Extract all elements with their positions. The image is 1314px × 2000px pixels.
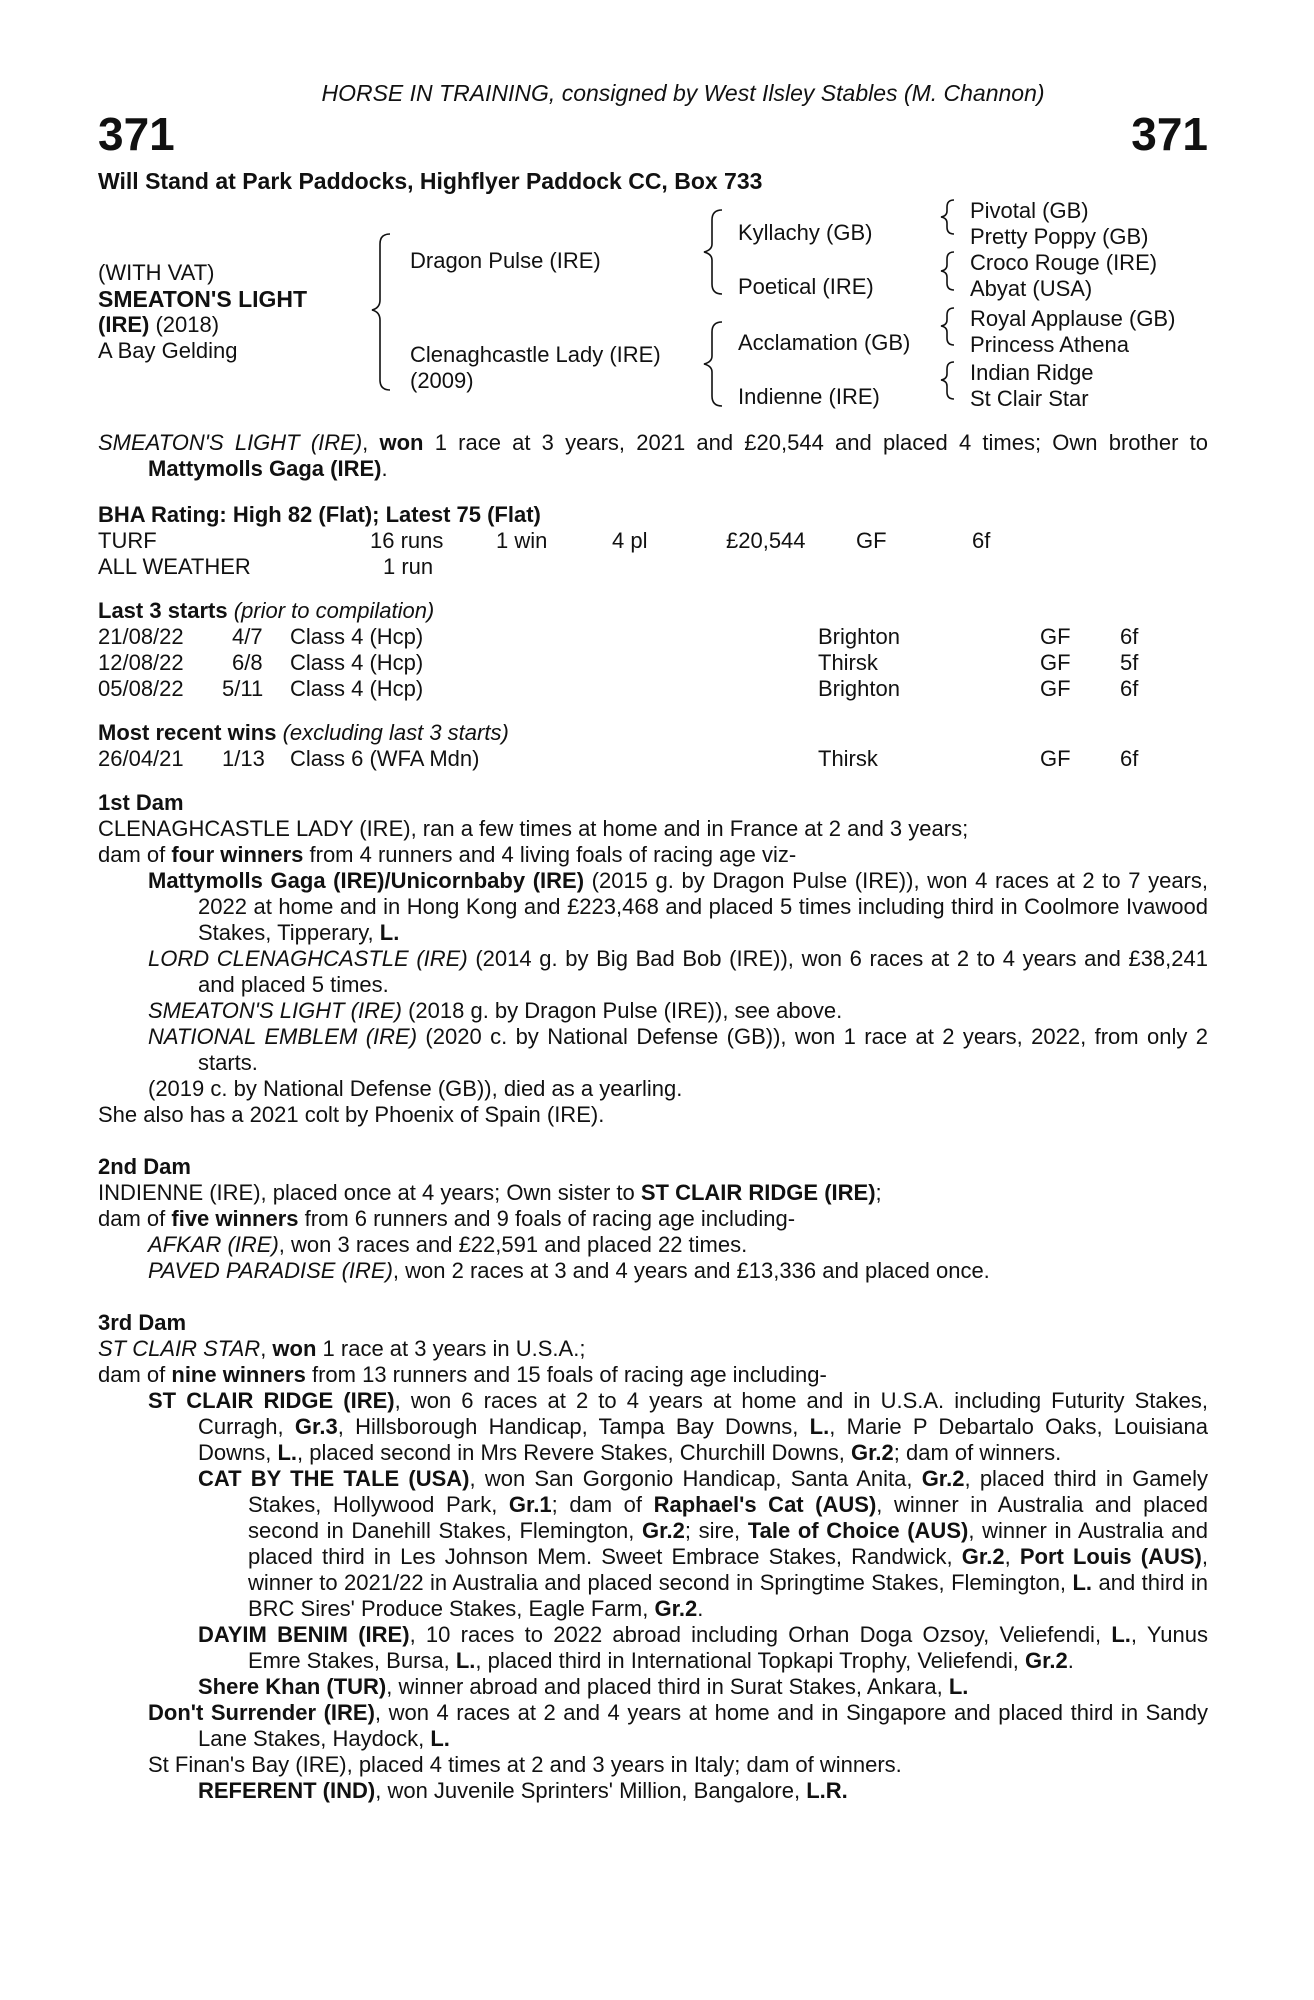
lot-number-row (98, 106, 1208, 166)
produce-record: (2020 c. by National Defense (GB)), won 1 race at 2 years, 2022, from only 2 starts. (198, 1024, 1208, 1075)
text: from 4 runners and 4 living foals of racing age viz- (303, 842, 797, 867)
run-course: Thirsk (818, 746, 878, 771)
consignor-heading: HORSE IN TRAINING, consigned by West Ilsley Stables (M. Channon) (321, 80, 1045, 106)
race-grade: Gr.2 (921, 1466, 965, 1491)
last-starts-title: Last 3 starts (98, 598, 228, 623)
pedigree-gen4-2: Pretty Poppy (GB) (970, 224, 1149, 249)
bha-surface: TURF (98, 528, 157, 553)
first-dam-heading: 1st Dam (98, 790, 184, 815)
run-distance: 5f (1120, 650, 1139, 675)
horse-summary (98, 430, 1208, 482)
second-dam-section (98, 1154, 1208, 1284)
dam-year: (2009) (410, 368, 474, 393)
produce-name: Raphael's Cat (AUS) (653, 1492, 877, 1517)
winners-count: four winners (171, 842, 304, 867)
produce-entry (98, 1232, 1208, 1258)
horse-year: (2018) (149, 312, 220, 337)
race-grade: Gr.2 (961, 1544, 1005, 1569)
pedigree-gen3-4: Indienne (IRE) (738, 384, 880, 409)
text: ; dam of winners. (893, 1440, 1062, 1465)
bha-section (98, 502, 1208, 580)
recent-wins-section (98, 720, 1208, 772)
run-going: GF (1040, 746, 1071, 771)
horse-origin-year (98, 312, 219, 338)
run-row (98, 624, 1208, 650)
text: , won 6 races at 2 to 4 years at home and in U.S.A. including Futurity Stakes, Curragh, (198, 1388, 1208, 1439)
winners-count: five winners (171, 1206, 299, 1231)
produce-name: NATIONAL EMBLEM (IRE) (148, 1024, 418, 1049)
text: INDIENNE (IRE), placed once at 4 years; Own sister to (98, 1180, 641, 1205)
produce-name: LORD CLENAGHCASTLE (IRE) (148, 946, 468, 971)
text: ; (875, 1180, 882, 1205)
run-distance: 6f (1120, 624, 1139, 649)
run-class: Class 6 (WFA Mdn) (290, 746, 480, 771)
produce-entry: (2019 c. by National Defense (GB)), died as a yearling. (148, 1076, 683, 1101)
third-dam-produce-summary (98, 1362, 1208, 1388)
bha-going: GF (856, 528, 887, 553)
text: 1 race at 3 years in U.S.A.; (316, 1336, 586, 1361)
summary-horse-name: SMEATON'S LIGHT (IRE) (98, 430, 363, 455)
text: from 13 runners and 15 foals of racing age including- (305, 1362, 827, 1387)
produce-entry (98, 1778, 1208, 1804)
run-course: Thirsk (818, 650, 878, 675)
run-course: Brighton (818, 676, 900, 701)
bha-wins: 1 win (496, 528, 548, 553)
produce-name: CAT BY THE TALE (USA) (198, 1466, 470, 1491)
run-going: GF (1040, 650, 1071, 675)
summary-won: won (379, 430, 424, 455)
text: , (1004, 1544, 1020, 1569)
text: , winner in Australia and placed third in Les Johnson Mem. Sweet Embrace Stakes, Randwick, (248, 1518, 1208, 1569)
last-starts-note: (prior to compilation) (227, 598, 435, 623)
run-course: Brighton (818, 624, 900, 649)
produce-entry (98, 1466, 1208, 1622)
bha-runs: 16 runs (370, 528, 444, 553)
race-grade: Gr.1 (508, 1492, 552, 1517)
text: , won 4 races at 2 and 4 years at home and in Singapore and placed third in Sandy Lane Stakes, Haydock, (198, 1700, 1208, 1751)
pedigree-gen3-1: Kyllachy (GB) (738, 220, 873, 245)
race-grade: Gr.2 (642, 1518, 685, 1543)
text: , placed second in Mrs Revere Stakes, Churchill Downs, (297, 1440, 851, 1465)
pedigree-gen4-3: Croco Rouge (IRE) (970, 250, 1158, 275)
race-grade: Gr.2 (1024, 1648, 1068, 1673)
text: , (260, 1336, 273, 1361)
last-starts-section (98, 598, 1208, 702)
race-grade: Gr.2 (654, 1596, 698, 1621)
summary-brother: Mattymolls Gaga (IRE) (148, 456, 382, 481)
text: and third in BRC Sires' Produce Stakes, Eagle Farm, (248, 1570, 1208, 1621)
text: from 6 runners and 9 foals of racing age including- (298, 1206, 796, 1231)
text: , winner to 2021/22 in Australia and placed second in Springtime Stakes, Flemington, (248, 1544, 1208, 1595)
produce-entry: St Finan's Bay (IRE), placed 4 times at 2 and 3 years in Italy; dam of winners. (148, 1752, 902, 1777)
bha-runs: 1 run (383, 554, 434, 579)
text: , winner in Australia and placed second in Danehill Stakes, Flemington, (248, 1492, 1208, 1543)
text: , placed third in International Topkapi Trophy, Veliefendi, (475, 1648, 1025, 1673)
produce-record: (2014 g. by Big Bad Bob (IRE)), won 6 races at 2 to 4 years and £38,241 and placed 5 times. (198, 946, 1208, 997)
pedigree-gen3-2: Poetical (IRE) (738, 274, 874, 299)
produce-name: PAVED PARADISE (IRE) (148, 1258, 393, 1283)
produce-record: , won 2 races at 3 and 4 years and £13,336 and placed once. (392, 1258, 990, 1283)
produce-note: She also has a 2021 colt by Phoenix of Spain (IRE). (98, 1102, 605, 1127)
race-grade: L.R. (806, 1778, 848, 1803)
summary-sep: , (362, 430, 380, 455)
text: , Hillsborough Handicap, Tampa Bay Downs, (337, 1414, 810, 1439)
produce-entry (98, 1674, 1208, 1700)
text: . (1067, 1648, 1074, 1673)
produce-name: Shere Khan (TUR) (198, 1674, 387, 1699)
pedigree-gen4-4: Abyat (USA) (970, 276, 1093, 301)
dam-name: Clenaghcastle Lady (IRE) (410, 342, 661, 367)
race-grade: Gr.2 (850, 1440, 894, 1465)
race-grade: L. (809, 1414, 830, 1439)
lot-number-right: 371 (1131, 108, 1208, 160)
won-label: won (272, 1336, 317, 1361)
produce-record: (2015 g. by Dragon Pulse (IRE)), won 4 races at 2 to 7 years, 2022 at home and in Hong Kong and £223,468 and placed 5 times including third in Coolmore Ivawood Stakes, Tipperary, (198, 868, 1209, 945)
produce-record: , won 3 races and £22,591 and placed 22 times. (278, 1232, 748, 1257)
text: ; dam of (551, 1492, 654, 1517)
produce-entry (98, 1388, 1208, 1466)
race-grade: L. (1072, 1570, 1093, 1595)
lot-number-left: 371 (98, 108, 175, 160)
text: , Marie P Debartalo Oaks, Louisiana Downs, (198, 1414, 1209, 1465)
summary-text: 1 race at 3 years, 2021 and £20,544 and placed 4 times; Own brother to (423, 430, 1208, 455)
text: , winner abroad and placed third in Surat Stakes, Ankara, (386, 1674, 949, 1699)
run-distance: 6f (1120, 676, 1139, 701)
dam-name: ST CLAIR STAR (98, 1336, 261, 1361)
produce-name: Don't Surrender (IRE) (148, 1700, 375, 1725)
vat-label: (WITH VAT) (98, 260, 215, 285)
produce-entry (98, 1700, 1208, 1752)
catalogue-page (98, 80, 1208, 1804)
second-dam-produce-summary (98, 1206, 1208, 1232)
third-dam-record (98, 1336, 1208, 1362)
run-date: 05/08/22 (98, 676, 184, 701)
produce-entry (98, 1258, 1208, 1284)
bha-row-aw (98, 554, 1208, 580)
first-dam-section (98, 790, 1208, 1128)
pedigree-gen4-8: St Clair Star (970, 386, 1089, 411)
produce-name: AFKAR (IRE) (148, 1232, 279, 1257)
run-date: 12/08/22 (98, 650, 184, 675)
race-grade: L. (948, 1674, 969, 1699)
pedigree-gen4-1: Pivotal (GB) (970, 198, 1089, 223)
text: dam of (98, 1206, 172, 1231)
produce-record: (2018 g. by Dragon Pulse (IRE)), see above. (401, 998, 843, 1023)
last-starts-heading (98, 598, 1208, 624)
run-class: Class 4 (Hcp) (290, 624, 424, 649)
pedigree-gen4-6: Princess Athena (970, 332, 1129, 357)
stand-location: Will Stand at Park Paddocks, Highflyer Paddock CC, Box 733 (98, 168, 763, 194)
pedigree-chart (98, 198, 1208, 430)
race-grade: L. (430, 1726, 450, 1751)
first-dam-produce-summary (98, 842, 1208, 868)
bha-row-turf (98, 528, 1208, 554)
run-row (98, 746, 1208, 772)
produce-entry (98, 1024, 1208, 1076)
produce-entry (98, 946, 1208, 998)
sire-name: Dragon Pulse (IRE) (410, 248, 601, 273)
text: , won San Gorgonio Handicap, Santa Anita, (469, 1466, 922, 1491)
third-dam-heading: 3rd Dam (98, 1310, 187, 1335)
text: ; sire, (684, 1518, 748, 1543)
run-class: Class 4 (Hcp) (290, 650, 424, 675)
run-class: Class 4 (Hcp) (290, 676, 424, 701)
race-grade: L. (379, 920, 400, 945)
produce-name: SMEATON'S LIGHT (IRE) (148, 998, 402, 1023)
recent-wins-note: (excluding last 3 starts) (276, 720, 509, 745)
pedigree-gen3-3: Acclamation (GB) (738, 330, 911, 355)
run-going: GF (1040, 624, 1071, 649)
produce-entry (98, 868, 1208, 946)
sibling-name: ST CLAIR RIDGE (IRE) (640, 1180, 876, 1205)
produce-name: Port Louis (AUS) (1019, 1544, 1202, 1569)
produce-name: Tale of Choice (AUS) (747, 1518, 969, 1543)
produce-entry (98, 998, 1208, 1024)
race-grade: L. (455, 1648, 476, 1673)
race-grade: L. (277, 1440, 298, 1465)
bha-places: 4 pl (612, 528, 648, 553)
second-dam-heading: 2nd Dam (98, 1154, 191, 1179)
bha-surface: ALL WEATHER (98, 554, 251, 579)
text: , Yunus Emre Stakes, Bursa, (248, 1622, 1208, 1673)
horse-description: A Bay Gelding (98, 338, 238, 363)
bha-prize: £20,544 (726, 528, 806, 553)
pedigree-gen4-7: Indian Ridge (970, 360, 1094, 385)
text: , won Juvenile Sprinters' Million, Bangalore, (375, 1778, 807, 1803)
pedigree-gen4-5: Royal Applause (GB) (970, 306, 1176, 331)
run-row (98, 650, 1208, 676)
run-date: 26/04/21 (98, 746, 184, 771)
text: , placed third in Gamely Stakes, Hollywood Park, (248, 1466, 1208, 1517)
text: , 10 races to 2022 abroad including Orhan Doga Ozsoy, Veliefendi, (409, 1622, 1112, 1647)
run-date: 21/08/22 (98, 624, 184, 649)
produce-name: REFERENT (IND) (198, 1778, 376, 1803)
run-position: 6/8 (232, 650, 263, 675)
produce-entry (98, 1622, 1208, 1674)
run-position: 4/7 (232, 624, 263, 649)
horse-origin: (IRE) (98, 312, 150, 337)
run-distance: 6f (1120, 746, 1139, 771)
first-dam-record: CLENAGHCASTLE LADY (IRE), ran a few times at home and in France at 2 and 3 years; (98, 816, 969, 841)
run-position: 5/11 (222, 676, 264, 701)
run-position: 1/13 (222, 746, 265, 771)
winners-count: nine winners (171, 1362, 306, 1387)
text: . (697, 1596, 704, 1621)
bha-heading: BHA Rating: High 82 (Flat); Latest 75 (Flat) (98, 502, 541, 527)
horse-name: SMEATON'S LIGHT (98, 286, 308, 312)
recent-wins-title: Most recent wins (98, 720, 277, 745)
produce-name: ST CLAIR RIDGE (IRE) (148, 1388, 395, 1413)
produce-name: Mattymolls Gaga (IRE)/Unicornbaby (IRE) (148, 868, 585, 893)
run-row (98, 676, 1208, 702)
recent-wins-heading (98, 720, 1208, 746)
produce-name: DAYIM BENIM (IRE) (198, 1622, 410, 1647)
third-dam-section (98, 1310, 1208, 1804)
bha-distance: 6f (972, 528, 991, 553)
second-dam-record (98, 1180, 1208, 1206)
text: dam of (98, 1362, 172, 1387)
summary-end: . (381, 456, 388, 481)
race-grade: L. (1111, 1622, 1131, 1647)
race-grade: Gr.3 (294, 1414, 338, 1439)
run-going: GF (1040, 676, 1071, 701)
text: dam of (98, 842, 172, 867)
